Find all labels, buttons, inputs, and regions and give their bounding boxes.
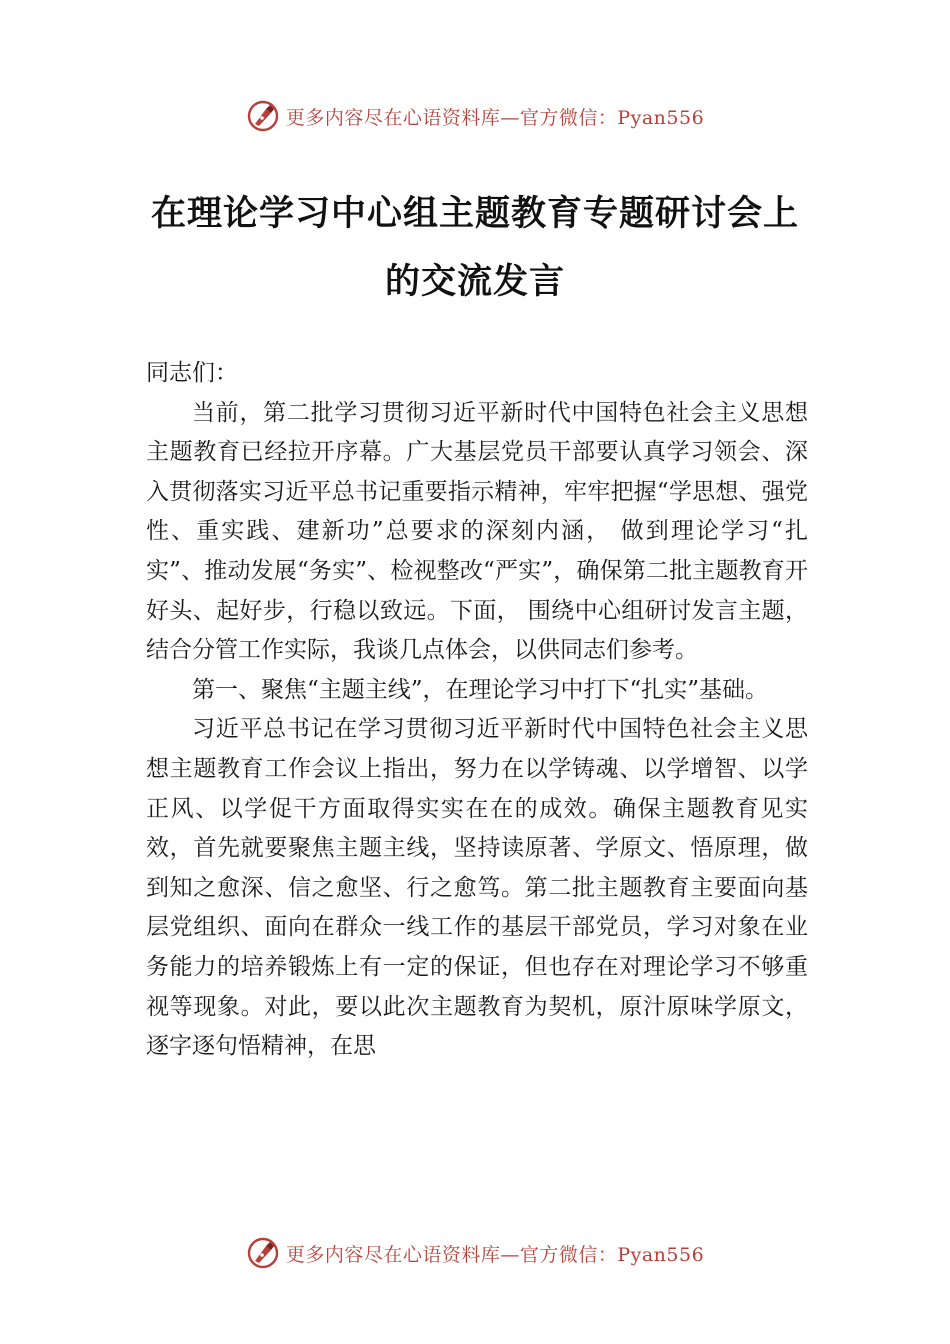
- watermark-text: 更多内容尽在心语资料库—官方微信：Pyan556: [285, 106, 705, 129]
- document-body: [146, 354, 808, 1067]
- document-title-line-2: 的交流发言: [384, 261, 565, 302]
- salutation: 同志们：: [146, 360, 238, 386]
- pen-nib-logo-icon: [246, 99, 280, 133]
- pen-nib-logo-icon: [246, 1236, 280, 1270]
- header-watermark: [0, 96, 950, 136]
- paragraph-2: 习近平总书记在学习贯彻习近平新时代中国特色社会主义思想主题教育工作会议上指出，努力在以学铸魂、以学增智、以学正风、以学促干方面取得实实在在的成效。确保主题教育见实效，首先就要聚焦主题主线，坚持读原著、学原文、悟原理，做到知之愈深、信之愈坚、行之愈笃。第二批主题教育主要面向基层党组织、面向在群众一线工作的基层干部党员，学习对象在业务能力的培养锻炼上有一定的保证，但也存在对理论学习不够重视等现象。对此，要以此次主题教育为契机，原汁原味学原文，逐字逐句悟精神，在思: [146, 716, 808, 1060]
- footer-watermark: [0, 1233, 950, 1273]
- document-title-line-1: 在理论学习中心组主题教育专题研讨会上: [150, 193, 799, 234]
- paragraph-1: 当前，第二批学习贯彻习近平新时代中国特色社会主义思想主题教育已经拉开序幕。广大基层党员干部要认真学习领会、深入贯彻落实习近平总书记重要指示精神，牢牢把握“学思想、强党性、重实践、建新功”总要求的深刻内涵， 做到理论学习“扎实”、推动发展“务实”、检视整改“严实”，确保第二批主题教育开好头、起好步，行稳以致远。下面， 围绕中心组研讨发言主题，结合分管工作实际，我谈几点体会，以供同志们参考。: [146, 399, 808, 664]
- section-heading-1: 第一、聚焦“主题主线”，在理论学习中打下“扎实”基础。: [192, 676, 769, 703]
- watermark-text: 更多内容尽在心语资料库—官方微信：Pyan556: [285, 1243, 705, 1266]
